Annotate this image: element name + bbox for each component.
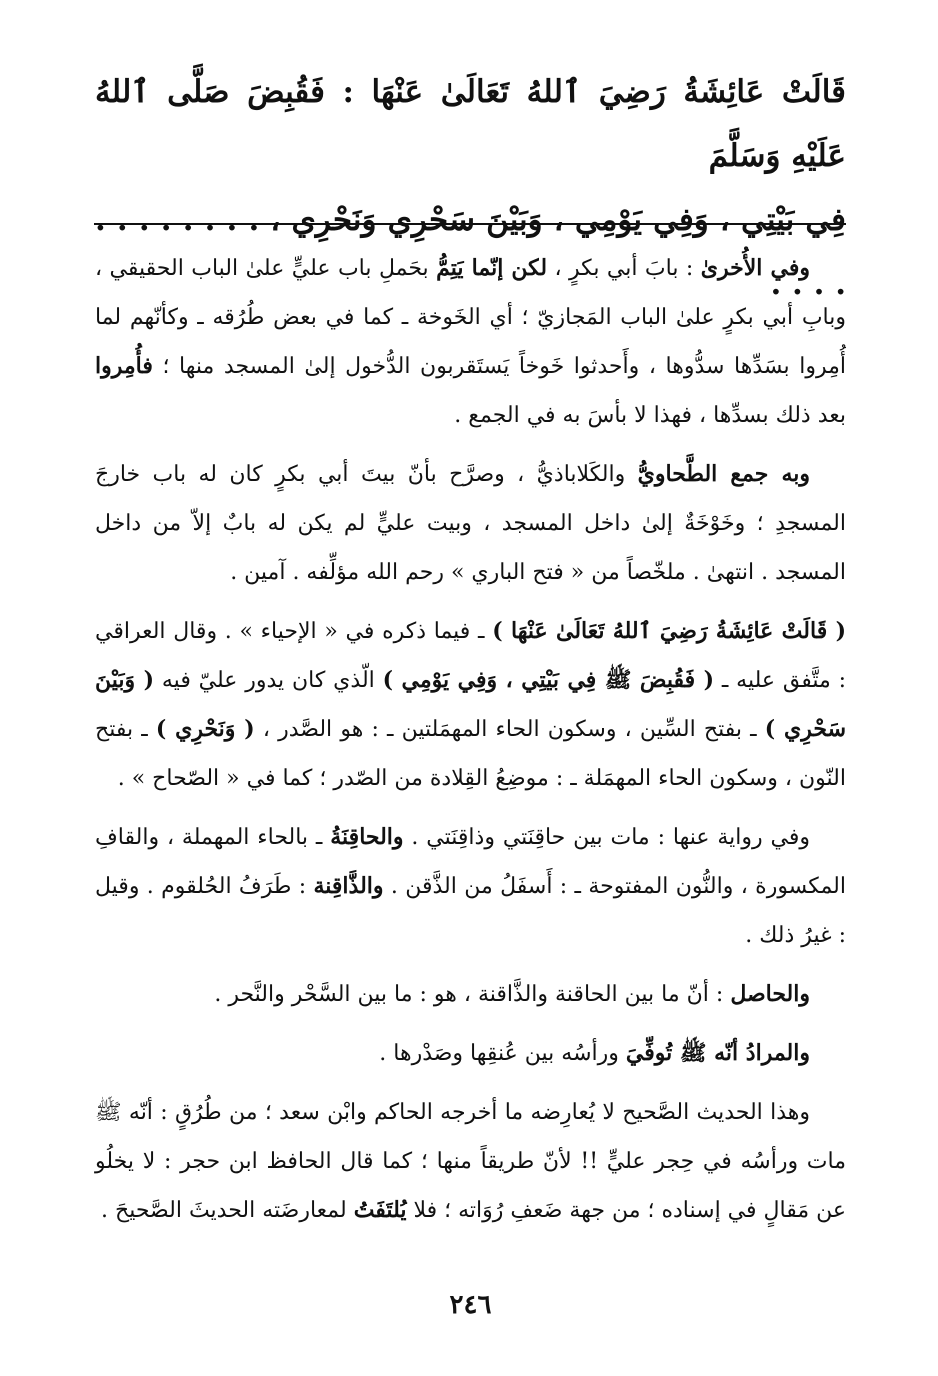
footnote-divider xyxy=(94,223,846,225)
bold-term: والمرادُ أنّه ﷺ تُوفِّيَ xyxy=(625,1040,810,1066)
bold-term: لكن إنّما يَتِمُّ xyxy=(436,255,548,281)
bold-term: يُلتَفَتُ xyxy=(353,1197,407,1223)
commentary xyxy=(95,244,846,1245)
bold-term: والحاصل xyxy=(730,981,810,1007)
commentary-paragraph-7 xyxy=(95,1088,846,1235)
paragraph-text: الّذي كان يدور عليّ فيه xyxy=(154,668,383,693)
commentary-paragraph-5 xyxy=(95,970,846,1019)
bold-term: ( وَنَحْرِي ) xyxy=(155,716,255,742)
bold-term: ( فَقُبِضَ ﷺ فِي بَيْتِي ، وَفِي يَوْمِي ) xyxy=(382,667,715,693)
commentary-paragraph-3 xyxy=(95,607,846,803)
paragraph-text: وهذا الحديث الصَّحيح لا يُعارِضه ما أخرجه الحاكم وابْن سعد ؛ من طُرُقٍ : أنّه ﷺ مات ورأسُه في حِجر عليٍّ !! لأنّ طريقاً منها ؛ كما قال الحافظ ابن حجر : لا يخلُو عن مَقالٍ في إسناده ؛ من جهة ضَعفِ رُوَاته ؛ فلا xyxy=(95,1100,847,1223)
bold-term: ( وَبَيْنَ سَحْرِي ) xyxy=(95,667,846,742)
paragraph-text: ـ بفتح النّون ، وسكون الحاء المهمَلة ـ : موضِعُ القِلادة من الصّدر ؛ كما في « الصّحاح » . xyxy=(95,717,846,791)
commentary-paragraph-6 xyxy=(95,1029,846,1078)
bold-term: والذَّاقِنة xyxy=(313,873,384,899)
paragraph-text: بحَملِ باب عليٍّ علىٰ الباب الحقيقي ، وبابِ أبي بكرٍ علىٰ الباب المَجازيّ ؛ أي الخَوخة ـ كما في بعض طُرُقه ـ وكأنّهم لما أُمِروا بسَدِّها سدُّوها ، وأَحدثوا خَوخاً يَستَقربون الدُّخول إلىٰ المسجد منها ؛ xyxy=(95,256,846,379)
paragraph-text: : طَرَفُ الحُلقوم . وقيل : غيرُ ذلك . xyxy=(95,874,846,948)
paragraph-text: والكَلاباذيُّ ، وصرَّح بأنّ بيتَ أبي بكرٍ كان له باب خارجَ المسجدِ ؛ وخَوْخَةٌ إلىٰ داخل المسجد ، وبيت عليٍّ لم يكن له بابٌ إلاّ من داخل المسجد . انتهىٰ . ملخّصاً من « فتح الباري » رحم الله مؤلِّفه . آمين . xyxy=(95,462,846,585)
bold-term: ( قَالَتْ عَائِشَةُ رَضِيَ ٱللهُ تَعَالَىٰ عَنْهَا ) xyxy=(492,618,847,644)
hadith-line-1: قَالَتْ عَائِشَةُ رَضِيَ ٱللهُ تَعَالَىٰ عَنْهَا : فَقُبِضَ صَلَّى ٱللهُ عَلَيْهِ وَسَلَّمَ xyxy=(95,74,846,174)
paragraph-text: : أنّ ما بين الحاقنة والذَّاقنة ، هو : ما بين السَّحْر والنَّحر . xyxy=(214,982,731,1007)
bold-term: والحاقِنَةُ xyxy=(330,824,404,850)
paragraph-text: : بابَ أبي بكرٍ ، xyxy=(547,256,694,281)
paragraph-text: ـ بفتح السِّين ، وسكون الحاء المهمَلتين ـ : هو الصَّدر ، xyxy=(254,717,765,742)
bold-term: وفي الأُخرىٰ xyxy=(700,255,810,281)
commentary-paragraph-4 xyxy=(95,813,846,960)
commentary-paragraph-2 xyxy=(95,450,846,597)
bold-term: فأُمِروا xyxy=(95,353,153,379)
paragraph-text: ورأسُه بين عُنقِها وصَدْرها . xyxy=(379,1041,626,1066)
commentary-paragraph-1 xyxy=(95,244,846,440)
paragraph-text: وفي رواية عنها : مات بين حاقِنَتي وذاقِنَتي . xyxy=(403,825,810,850)
bold-term: وبه جمع الطَّحاويُّ xyxy=(637,461,810,487)
paragraph-text: ـ فيما ذكره في « الإحياء » . وقال العراقي : متَّفق عليه ـ xyxy=(95,619,846,693)
book-page xyxy=(95,60,846,1376)
paragraph-text: لمعارضَته الحديثَ الصَّحيحَ . xyxy=(101,1198,354,1223)
hadith-line-2: فِي بَيْتِي ، وَفِي يَوْمِي ، وَبَيْنَ سَحْرِي وَنَحْرِي ، . . . . . . . . . . . . xyxy=(95,202,846,302)
page-number: ٢٤٦ xyxy=(449,1290,492,1320)
paragraph-text: بعد ذلك بسدِّها ، فهذا لا بأسَ به في الجمع . xyxy=(454,403,846,428)
paragraph-text: ـ بالحاء المهملة ، والقافِ المكسورة ، والنُّون المفتوحة ـ : أَسفَلُ من الذَّقن . xyxy=(95,825,846,899)
